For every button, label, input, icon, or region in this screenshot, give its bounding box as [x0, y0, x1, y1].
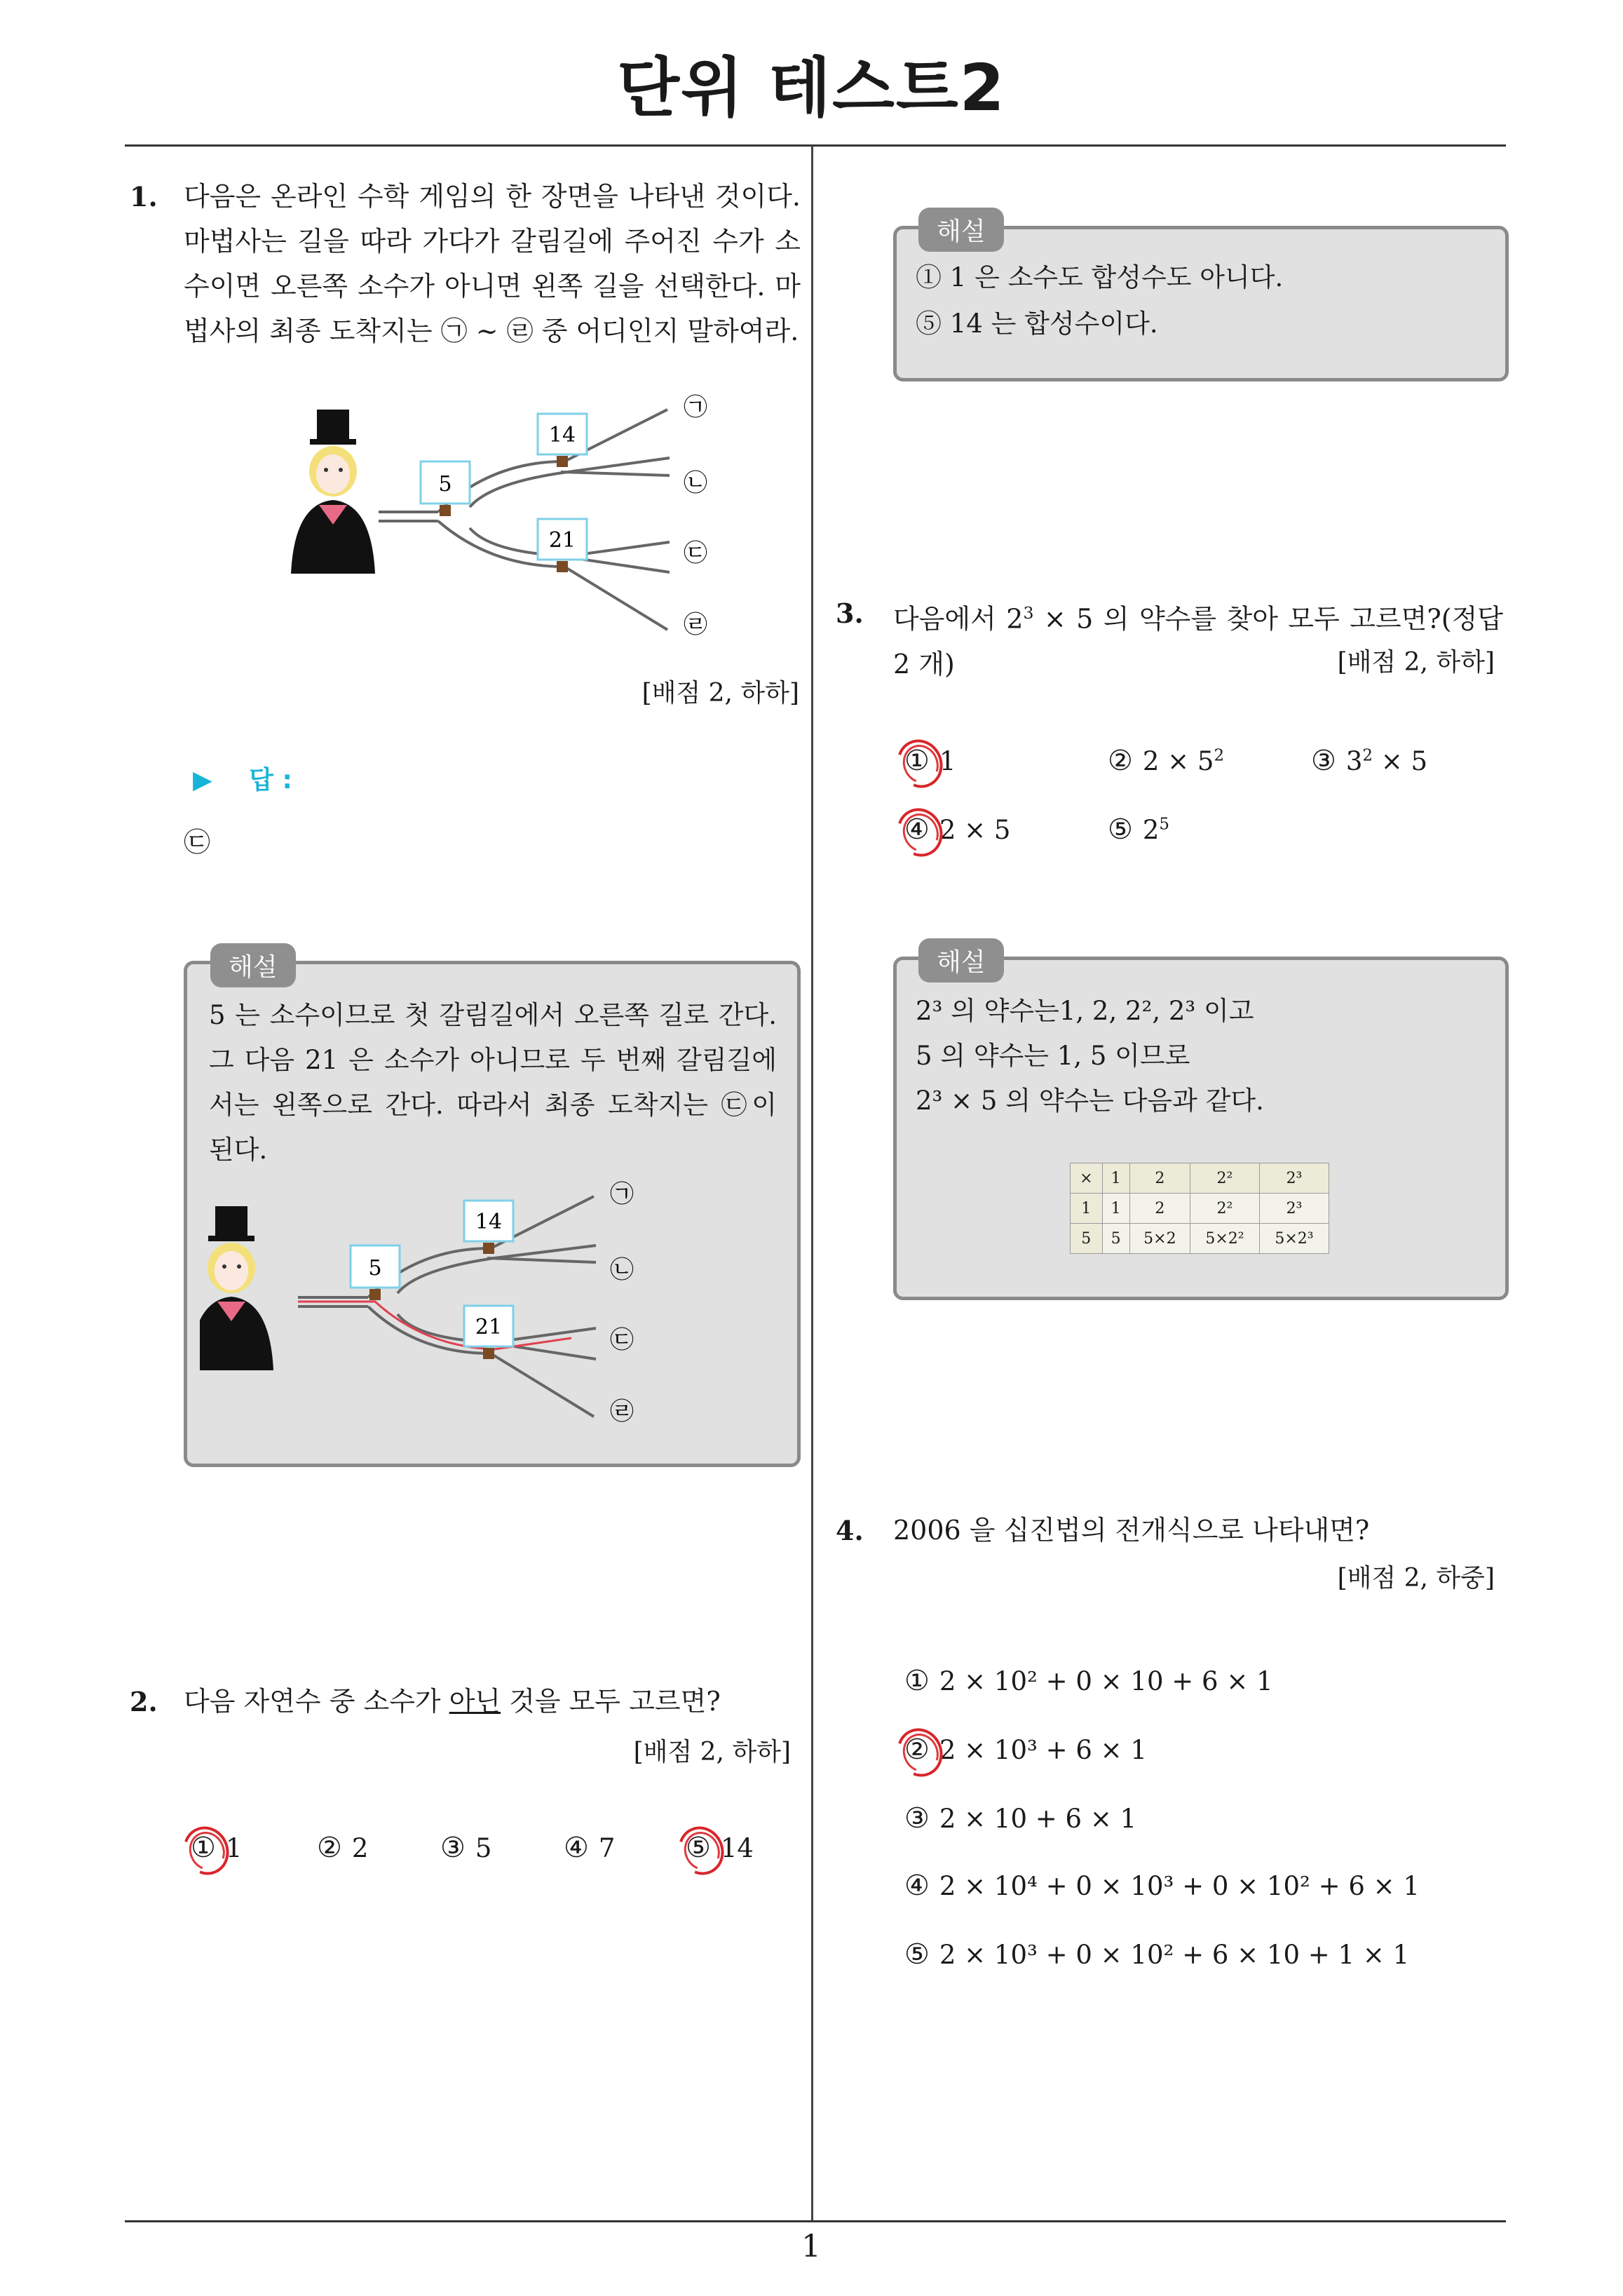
q2-choice-1-selected-mark	[175, 1819, 237, 1882]
q4-text: 2006 을 십진법의 전개식으로 나타내면?	[893, 1515, 1370, 1546]
q2-choice-5[interactable]: ⑤ 14	[686, 1832, 754, 1864]
bottom-rule	[125, 2220, 1506, 2222]
sign-5	[351, 1245, 400, 1300]
q2-choice-1[interactable]: ① 1	[191, 1832, 243, 1864]
road-paths	[379, 410, 670, 630]
table-header-row: × 1 2 2² 2³	[1071, 1163, 1329, 1194]
page-number: 1	[801, 2229, 821, 2264]
q2-explanation-line-1: ① 1 은 소수도 합성수도 아니다.	[916, 262, 1284, 292]
q1-explanation-tag: 해설	[210, 943, 296, 987]
q4-choice-2-selected-mark	[889, 1721, 951, 1784]
column-divider	[811, 146, 813, 2222]
highlighted-route	[298, 1302, 571, 1349]
sign-14-label: 14	[548, 423, 576, 447]
q2-explanation-line-2: ⑤ 14 는 합성수이다.	[916, 309, 1158, 339]
q2-choice-5-selected-mark	[670, 1819, 732, 1882]
sign-21	[464, 1306, 513, 1359]
dest-3: ㉢	[684, 539, 707, 567]
q1-answer-row	[193, 760, 292, 796]
q4-choice-1[interactable]: ① 2 × 10² + 0 × 10 + 6 × 1	[904, 1665, 1273, 1697]
q4-choice-4[interactable]: ④ 2 × 10⁴ + 0 × 10³ + 0 × 10² + 6 × 1	[904, 1870, 1420, 1902]
q1-score: [배점 2, 하하]	[641, 679, 799, 708]
q3-text: 다음에서 $2^3 \times 5$ 의 약수를 찾아 모두 고르면?(정답 2 개)	[893, 603, 1503, 680]
q2-text-b: 것을 모두 고르면?	[501, 1686, 721, 1717]
q3-choice-1[interactable]: ① 1	[904, 745, 956, 777]
wizard-icon	[200, 1206, 273, 1370]
q3-explanation-line-1: 2³ 의 약수는1, 2, 2², 2³ 이고	[916, 996, 1254, 1026]
dest-1: ㉠	[610, 1180, 634, 1208]
q2-score: [배점 2, 하하]	[633, 1738, 791, 1767]
table-row: 5 5 5×2 5×2² 5×2³	[1071, 1224, 1329, 1254]
play-arrow-icon: ▶	[193, 766, 212, 795]
dest-4: ㉣	[610, 1398, 634, 1426]
q4-choice-3[interactable]: ③ 2 × 10 + 6 × 1	[904, 1802, 1137, 1835]
dest-1: ㉠	[684, 393, 707, 421]
q1-explanation-scene	[200, 1173, 634, 1432]
q1-explanation-text: 5 는 소수이므로 첫 갈림길에서 오른쪽 길로 간다. 그 다음 21 은 소수가 아니므로 두 번째 갈림길에서는 왼쪽으로 간다. 따라서 최종 도착지는 ㉢이 된다.	[209, 1000, 777, 1165]
q3-explanation-line-3: 2³ × 5 의 약수는 다음과 같다.	[916, 1086, 1264, 1116]
q2-choice-2[interactable]: ② 2	[317, 1832, 369, 1864]
sign-21	[538, 519, 587, 572]
sign-5-label: 5	[438, 472, 452, 497]
q4-choice-2[interactable]: ② 2 × 10³ + 6 × 1	[904, 1734, 1147, 1766]
q2-text-a: 다음 자연수 중 소수가	[184, 1686, 449, 1717]
q3-number: 3.	[836, 597, 864, 629]
dest-2: ㉡	[610, 1256, 634, 1284]
table-row: 1 1 2 2² 2³	[1071, 1194, 1329, 1224]
q1-answer-label: 답 :	[249, 766, 292, 795]
q2-choice-3[interactable]: ③ 5	[440, 1832, 492, 1864]
top-rule	[125, 144, 1506, 147]
dest-2: ㉡	[684, 469, 707, 497]
q4-choice-5[interactable]: ⑤ 2 × 10³ + 0 × 10² + 6 × 10 + 1 × 1	[904, 1938, 1410, 1971]
q1-answer-value: ㉢	[184, 827, 211, 858]
q3-explanation-line-2: 5 의 약수는 1, 5 이므로	[916, 1041, 1190, 1071]
sign-21-label: 21	[548, 528, 576, 553]
q2-explanation-tag: 해설	[918, 208, 1004, 252]
q2-text	[184, 1679, 801, 1724]
wizard-icon	[291, 410, 375, 574]
q3-choice-4-selected-mark	[889, 801, 951, 864]
page-title: 단위 테스트2	[617, 50, 1006, 126]
q2-text-underlined: 아닌	[449, 1686, 501, 1717]
q3-explanation-tag: 해설	[918, 938, 1004, 982]
q4-score: [배점 2, 하중]	[1337, 1564, 1495, 1593]
q3-score: [배점 2, 하하]	[1337, 648, 1495, 677]
q1-game-scene	[280, 384, 715, 644]
q1-number: 1.	[130, 181, 158, 212]
q3-choice-5[interactable]: ⑤ $2^5$	[1108, 813, 1169, 846]
road-paths	[298, 1196, 596, 1417]
sign-5-label: 5	[368, 1256, 382, 1281]
q4-number: 4.	[836, 1515, 864, 1546]
q3-choice-4[interactable]: ④ 2 × 5	[904, 813, 1011, 846]
q1-text: 다음은 온라인 수학 게임의 한 장면을 나타낸 것이다. 마법사는 길을 따라 가다가 갈림길에 주어진 수가 소수이면 오른쪽 소수가 아니면 왼쪽 길을 선택한다. 마법사의 최종 도착지는 ㉠ ~ ㉣ 중 어디인지 말하여라.	[184, 181, 801, 346]
q3-choice-3[interactable]: ③ $3^2 \times 5$	[1311, 745, 1428, 777]
q2-number: 2.	[130, 1686, 158, 1717]
q3-choice-1-selected-mark	[889, 732, 951, 795]
sign-14	[464, 1201, 513, 1254]
sign-14-label: 14	[475, 1210, 503, 1234]
dest-3: ㉢	[610, 1326, 634, 1354]
q2-choice-4[interactable]: ④ 7	[564, 1832, 616, 1864]
q3-choice-2[interactable]: ② $2 \times 5^2$	[1108, 745, 1225, 777]
sign-5	[421, 461, 470, 516]
sign-21-label: 21	[475, 1315, 503, 1339]
sign-14	[538, 414, 587, 467]
q3-divisor-table	[1070, 1163, 1329, 1254]
dest-4: ㉣	[684, 611, 707, 639]
